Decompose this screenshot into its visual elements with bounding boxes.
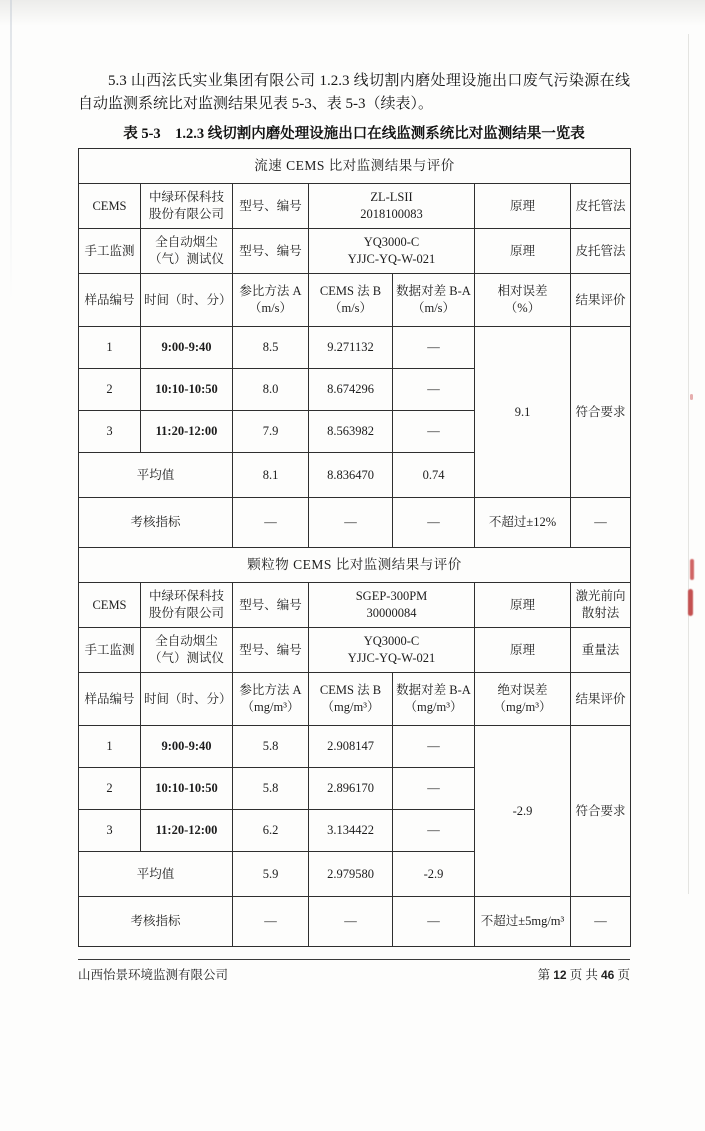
cell-time: 11:20-12:00 <box>141 810 233 852</box>
intro-paragraph: 5.3 山西泫氏实业集团有限公司 1.2.3 线切割内磨处理设施出口废气污染源在线自动监测系统比对监测结果见表 5-3、表 5-3（续表）。 <box>78 73 630 112</box>
col-header-cems-unit: （m/s） <box>328 301 373 315</box>
cell-time: 9:00-9:40 <box>141 726 233 768</box>
col-header-ref-label: 参比方法 A <box>239 284 302 299</box>
col-header-ref-label: 参比方法 A <box>239 683 302 698</box>
principle-value: 激光前向散射法 <box>571 583 631 628</box>
col-header-ref-unit: （mg/m³） <box>241 700 300 714</box>
col-header-time: 时间（时、分） <box>141 274 233 327</box>
equip-serial: 2018100083 <box>360 207 423 221</box>
col-header-ref-unit: （m/s） <box>248 301 293 315</box>
cell-cems-value: 8.674296 <box>309 369 393 411</box>
cell-cems-value: 2.908147 <box>309 726 393 768</box>
equip-model: YQ3000-C <box>363 235 420 250</box>
col-header-cems-unit: （mg/m³） <box>321 700 380 714</box>
principle-value: 皮托管法 <box>571 229 631 274</box>
principle-value: 皮托管法 <box>571 184 631 229</box>
col-header-cems <box>309 274 393 327</box>
cell-ref-value: 6.2 <box>233 810 309 852</box>
cell-average-ref: 8.1 <box>233 453 309 498</box>
equip-model-serial <box>309 583 475 628</box>
cell-ref-value: 8.5 <box>233 327 309 369</box>
equip-label: CEMS <box>79 583 141 628</box>
cell-sample-no: 3 <box>79 810 141 852</box>
cell-assessment-limit: 不超过±5mg/m³ <box>475 897 571 947</box>
cell-assessment-ref: — <box>233 498 309 548</box>
cell-average-label: 平均值 <box>79 852 233 897</box>
col-header-error-label: 相对误差 <box>497 284 548 299</box>
table-row <box>79 673 631 726</box>
table-row <box>79 897 631 947</box>
col-header-ref-method <box>233 274 309 327</box>
col-header-result: 结果评价 <box>571 274 631 327</box>
cell-time: 10:10-10:50 <box>141 369 233 411</box>
monitoring-table <box>78 148 631 947</box>
cell-ref-value: 5.8 <box>233 726 309 768</box>
equip-model-serial <box>309 628 475 673</box>
cell-diff-value: — <box>393 768 475 810</box>
equip-model: ZL-LSII <box>370 190 413 205</box>
scan-top-shade <box>0 0 705 26</box>
cell-time: 10:10-10:50 <box>141 768 233 810</box>
col-header-diff-label: 数据对差 B-A <box>396 683 471 698</box>
equip-serial: YJJC-YQ-W-021 <box>347 252 436 266</box>
cell-assessment-diff: — <box>393 498 475 548</box>
cell-time: 9:00-9:40 <box>141 327 233 369</box>
footer-page-info <box>538 965 630 983</box>
principle-value: 重量法 <box>571 628 631 673</box>
col-header-error-unit: （%） <box>504 301 541 315</box>
spec-label: 型号、编号 <box>233 583 309 628</box>
col-header-diff <box>393 274 475 327</box>
cell-average-diff: -2.9 <box>393 852 475 897</box>
cell-evaluation: 符合要求 <box>571 327 631 498</box>
col-header-diff <box>393 673 475 726</box>
principle-label: 原理 <box>475 583 571 628</box>
cell-sample-no: 1 <box>79 726 141 768</box>
cell-assessment-limit: 不超过±12% <box>475 498 571 548</box>
col-header-sample-no: 样品编号 <box>79 274 141 327</box>
equip-vendor: 全自动烟尘（气）测试仪 <box>141 229 233 274</box>
spec-label: 型号、编号 <box>233 628 309 673</box>
section-title-particulate: 颗粒物 CEMS 比对监测结果与评价 <box>79 548 631 583</box>
col-header-diff-unit: （mg/m³） <box>404 700 463 714</box>
cell-sample-no: 1 <box>79 327 141 369</box>
footer-company: 山西怡景环境监测有限公司 <box>78 968 229 982</box>
red-ink-mark <box>690 559 694 580</box>
cell-average-label: 平均值 <box>79 453 233 498</box>
cell-average-ref: 5.9 <box>233 852 309 897</box>
equip-vendor: 全自动烟尘（气）测试仪 <box>141 628 233 673</box>
cell-time: 11:20-12:00 <box>141 411 233 453</box>
cell-cems-value: 3.134422 <box>309 810 393 852</box>
page-edge-line <box>688 34 689 894</box>
table-row <box>79 149 631 184</box>
cell-ref-value: 7.9 <box>233 411 309 453</box>
equip-model-serial <box>309 184 475 229</box>
equip-model-serial <box>309 229 475 274</box>
red-ink-mark <box>690 394 693 400</box>
table-row <box>79 726 631 768</box>
footer-text-part: 页 共 <box>566 968 601 982</box>
cell-ref-value: 5.8 <box>233 768 309 810</box>
col-header-error-unit: （mg/m³） <box>493 700 552 714</box>
footer-page-number: 12 <box>553 968 567 982</box>
equip-vendor: 中绿环保科技股份有限公司 <box>141 184 233 229</box>
cell-assessment-result: — <box>571 498 631 548</box>
page-footer <box>78 959 630 983</box>
principle-label: 原理 <box>475 184 571 229</box>
col-header-ref-method <box>233 673 309 726</box>
col-header-sample-no: 样品编号 <box>79 673 141 726</box>
cell-assessment-ref: — <box>233 897 309 947</box>
cell-sample-no: 2 <box>79 369 141 411</box>
table-row <box>79 548 631 583</box>
cell-sample-no: 3 <box>79 411 141 453</box>
col-header-cems <box>309 673 393 726</box>
col-header-error <box>475 673 571 726</box>
col-header-error-label: 绝对误差 <box>497 683 548 698</box>
cell-diff-value: — <box>393 327 475 369</box>
cell-assessment-result: — <box>571 897 631 947</box>
col-header-diff-unit: （m/s） <box>411 301 456 315</box>
table-row <box>79 229 631 274</box>
table-row <box>79 327 631 369</box>
cell-assessment-label: 考核指标 <box>79 498 233 548</box>
cell-cems-value: 9.271132 <box>309 327 393 369</box>
equip-label: CEMS <box>79 184 141 229</box>
cell-error-value: 9.1 <box>475 327 571 498</box>
col-header-diff-label: 数据对差 B-A <box>396 284 471 299</box>
cell-cems-value: 8.563982 <box>309 411 393 453</box>
red-ink-mark <box>688 589 693 616</box>
table-row <box>79 184 631 229</box>
col-header-cems-label: CEMS 法 B <box>319 683 382 698</box>
cell-average-cems: 8.836470 <box>309 453 393 498</box>
section-title-flow: 流速 CEMS 比对监测结果与评价 <box>79 149 631 184</box>
cell-error-value: -2.9 <box>475 726 571 897</box>
footer-text-part: 页 <box>614 968 630 982</box>
cell-evaluation: 符合要求 <box>571 726 631 897</box>
cell-average-diff: 0.74 <box>393 453 475 498</box>
footer-text-part: 第 <box>537 968 554 982</box>
cell-diff-value: — <box>393 810 475 852</box>
cell-ref-value: 8.0 <box>233 369 309 411</box>
cell-cems-value: 2.896170 <box>309 768 393 810</box>
cell-sample-no: 2 <box>79 768 141 810</box>
equip-serial: 30000084 <box>366 606 417 620</box>
footer-page-total: 46 <box>601 968 615 982</box>
table-row <box>79 628 631 673</box>
equip-model: SGEP-300PM <box>355 589 428 604</box>
spec-label: 型号、编号 <box>233 184 309 229</box>
col-header-result: 结果评价 <box>571 673 631 726</box>
cell-assessment-cems: — <box>309 498 393 548</box>
table-caption: 表 5-3 1.2.3 线切割内磨处理设施出口在线监测系统比对监测结果一览表 <box>123 126 585 142</box>
equip-model: YQ3000-C <box>363 634 420 649</box>
scan-fold-line <box>10 0 12 300</box>
cell-assessment-diff: — <box>393 897 475 947</box>
table-row <box>79 498 631 548</box>
spec-label: 型号、编号 <box>233 229 309 274</box>
equip-vendor: 中绿环保科技股份有限公司 <box>141 583 233 628</box>
col-header-time: 时间（时、分） <box>141 673 233 726</box>
equip-label: 手工监测 <box>79 628 141 673</box>
principle-label: 原理 <box>475 628 571 673</box>
equip-label: 手工监测 <box>79 229 141 274</box>
cell-average-cems: 2.979580 <box>309 852 393 897</box>
cell-diff-value: — <box>393 726 475 768</box>
col-header-error <box>475 274 571 327</box>
cell-assessment-cems: — <box>309 897 393 947</box>
cell-assessment-label: 考核指标 <box>79 897 233 947</box>
equip-serial: YJJC-YQ-W-021 <box>347 651 436 665</box>
cell-diff-value: — <box>393 411 475 453</box>
table-row <box>79 274 631 327</box>
principle-label: 原理 <box>475 229 571 274</box>
col-header-cems-label: CEMS 法 B <box>319 284 382 299</box>
table-row <box>79 583 631 628</box>
cell-diff-value: — <box>393 369 475 411</box>
